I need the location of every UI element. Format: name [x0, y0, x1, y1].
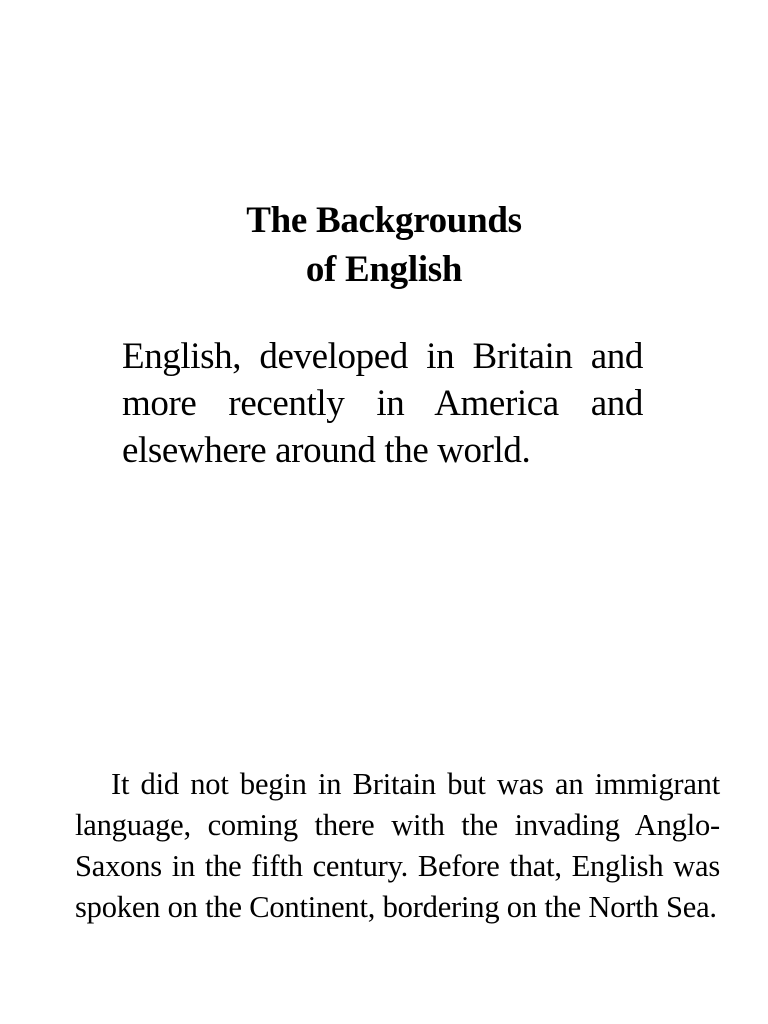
intro-paragraph: English, developed in Britain and more recently in America and elsewhere around the world. [122, 336, 643, 471]
body-paragraph: It did not begin in Britain but was an immigrant language, coming there with the invading Anglo-Saxons in the fifth century. Before that, English was spoken on the Continent, bordering on the North Sea. [75, 767, 720, 924]
title-line-1: The Backgrounds [246, 200, 522, 241]
title-line-2: of English [305, 249, 463, 290]
page-title [0, 196, 768, 294]
